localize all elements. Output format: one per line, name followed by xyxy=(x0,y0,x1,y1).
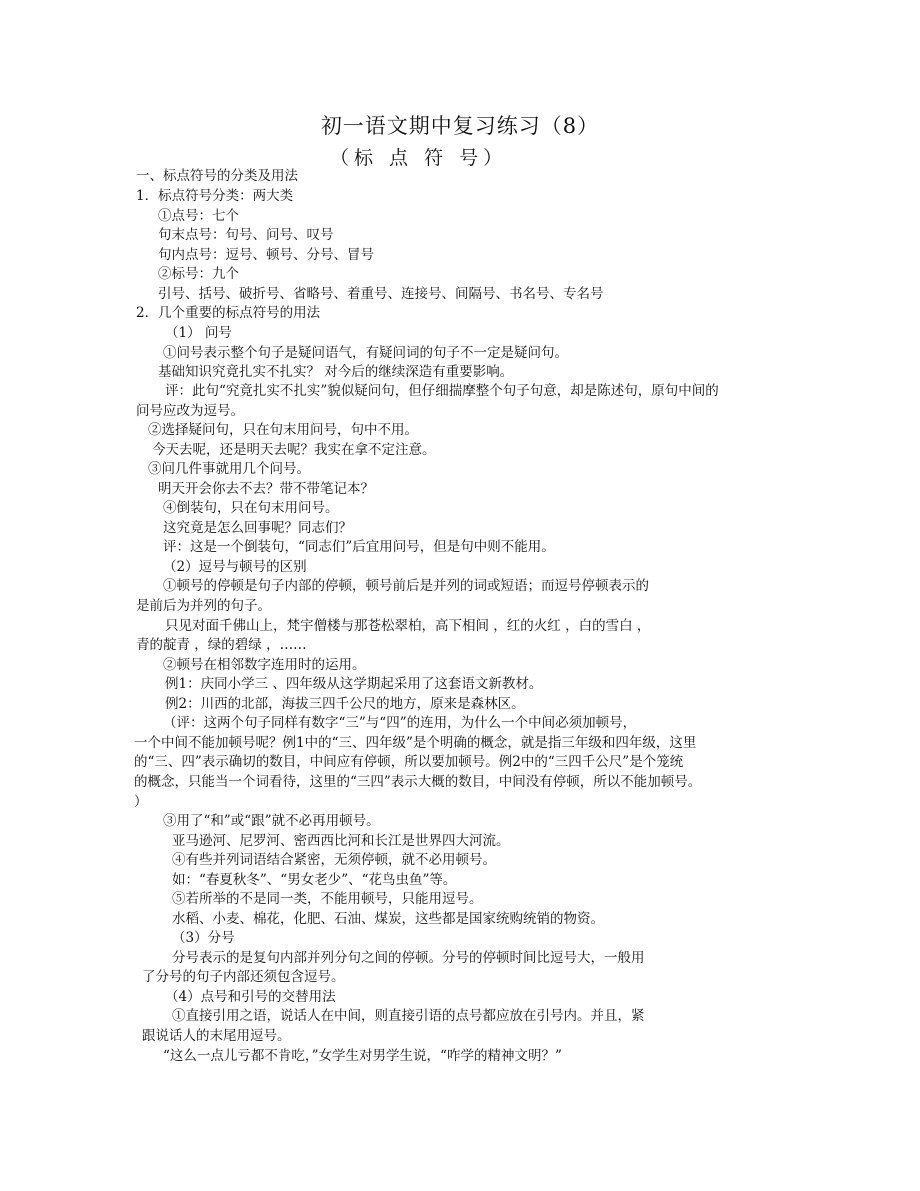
text-line: ④有些并列词语结合紧密，无须停顿，就不必用顿号。 xyxy=(172,852,496,868)
text-line: （1） 问号 xyxy=(165,325,232,341)
text-line: （评：这两个句子同样有数字“三”与“四”的连用，为什么一个中间必须加顿号， xyxy=(163,715,637,731)
text-line: 亚马逊河、尼罗河、密西西比河和长江是世界四大河流。 xyxy=(172,833,510,849)
text-line: 例2：川西的北部，海拔三四千公尺的地方，原来是森林区。 xyxy=(165,696,525,712)
text-line: 引号、括号、破折号、省略号、着重号、连接号、间隔号、书名号、专名号 xyxy=(158,286,604,302)
text-line: 句内点号：逗号、顿号、分号、冒号 xyxy=(158,247,374,263)
text-line: 评：此句“究竟扎实不扎实”貌似疑问句，但仔细揣摩整个句子句意，却是陈述句，原句中间的 xyxy=(165,383,719,399)
text-line: ⑤若所举的不是同一类，不能用顿号，只能用逗号。 xyxy=(172,891,483,907)
text-line: ） xyxy=(134,794,148,810)
text-line: 明天开会你去不去？带不带笔记本？ xyxy=(158,481,374,497)
text-line: ②顿号在相邻数字连用时的运用。 xyxy=(163,657,366,673)
text-line: 评：这是一个倒装句，“同志们”后宜用问号，但是句中则不能用。 xyxy=(163,539,555,555)
text-line: （3）分号 xyxy=(172,930,235,946)
text-line: 例1：庆同小学三 、四年级从这学期起采用了这套语文新教材。 xyxy=(165,676,543,692)
text-line: 青的靛青 ，绿的碧绿 ，…… xyxy=(136,637,307,653)
text-line: ③用了“和”或“跟”就不必再用顿号。 xyxy=(163,813,380,829)
text-line: 基础知识究竟扎实不扎实？ 对今后的继续深造有重要影响。 xyxy=(158,364,514,380)
text-line: ①问号表示整个句子是疑问语气，有疑问词的句子不一定是疑问句。 xyxy=(163,345,568,361)
text-line: 分号表示的是复句内部并列分句之间的停顿。分号的停顿时间比逗号大，一般用 xyxy=(172,950,645,966)
text-line: 了分号的句子内部还须包含逗号。 xyxy=(142,969,345,985)
text-line: 如：“春夏秋冬”、“男女老少”、“花鸟虫鱼”等。 xyxy=(172,872,457,888)
section-heading: 一、标点符号的分类及用法 xyxy=(136,168,298,184)
text-line: 跟说话人的末尾用逗号。 xyxy=(142,1028,291,1044)
text-line: ①直接引用之语，说话人在中间，则直接引语的点号都应放在引号内。并且，紧 xyxy=(172,1008,645,1024)
text-line: （2）逗号与顿号的区别 xyxy=(163,559,307,575)
text-line: 水稻、小麦、棉花，化肥、石油、煤炭，这些都是国家统购统销的物资。 xyxy=(172,911,604,927)
text-line: 问号应改为逗号。 xyxy=(136,403,244,419)
page-subtitle: （标 点 符 号） xyxy=(330,147,508,169)
text-line: 的“三、四”表示确切的数目，中间应有停顿，所以要加顿号。例2中的“三四千公尺”是个笼统 xyxy=(134,754,684,770)
text-line: ①点号：七个 xyxy=(158,208,239,224)
text-line: ②标号：九个 xyxy=(158,266,239,282)
subsection-heading: 2．几个重要的标点符号的用法 xyxy=(136,305,321,321)
text-line: 的概念，只能当一个词看待，这里的“三四”表示大概的数目，中间没有停顿，所以不能加顿号。 xyxy=(134,774,702,790)
text-line: 是前后为并列的句子。 xyxy=(136,598,271,614)
text-line: 只见对面千佛山上，梵宇僧楼与那苍松翠柏，高下相间 ，红的火红 ，白的雪白 ， xyxy=(165,618,651,634)
text-line: “这么一点儿亏都不肯吃，”女学生对男学生说，“咋学的精神文明？” xyxy=(163,1048,562,1064)
text-line: 句末点号：句号、问号、叹号 xyxy=(158,227,334,243)
subsection-heading: 1．标点符号分类：两大类 xyxy=(136,188,294,204)
text-line: ②选择疑问句，只在句末用问号，句中不用。 xyxy=(148,422,418,438)
text-line: 这究竟是怎么回事呢？同志们？ xyxy=(163,520,352,536)
text-line: ①顿号的停顿是句子内部的停顿，顿号前后是并列的词或短语；而逗号停顿表示的 xyxy=(163,578,649,594)
text-line: 一个中间不能加顿号呢？例1中的“三、四年级”是个明确的概念，就是指三年级和四年级，这里 xyxy=(134,735,697,751)
text-line: （4）点号和引号的交替用法 xyxy=(165,989,336,1005)
text-line: ③问几件事就用几个问号。 xyxy=(148,461,310,477)
text-line: ④倒装句，只在句末用问号。 xyxy=(163,500,339,516)
page-title: 初一语文期中复习练习（8） xyxy=(320,114,600,138)
text-line: 今天去呢，还是明天去呢？我实在拿不定注意。 xyxy=(152,442,436,458)
